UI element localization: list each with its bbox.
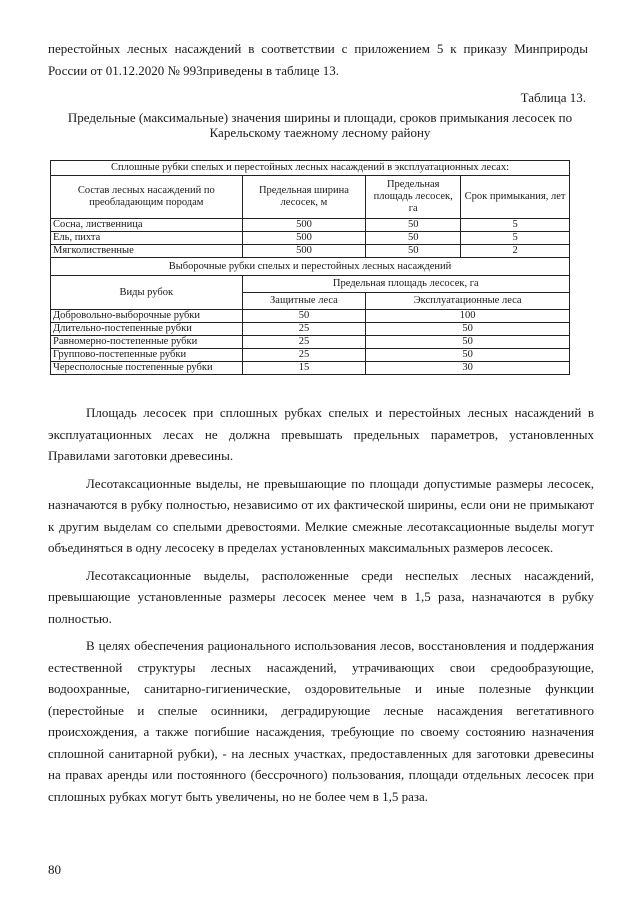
table-row bbox=[51, 323, 570, 336]
exploitation-cell: 30 bbox=[366, 362, 570, 375]
clear-cut-header-row bbox=[51, 176, 570, 219]
cut-type-cell: Равномерно-постепенные рубки bbox=[51, 336, 243, 349]
table-row bbox=[51, 310, 570, 323]
header-width: Предельная ширина лесосек, м bbox=[242, 176, 366, 219]
clear-cut-section-title: Сплошные рубки спелых и перестойных лесных насаждений в эксплуатационных лесах: bbox=[51, 161, 570, 176]
area-cell: 50 bbox=[366, 245, 461, 258]
width-cell: 500 bbox=[242, 219, 366, 232]
term-cell: 2 bbox=[461, 245, 570, 258]
paragraph: Площадь лесосек при сплошных рубках спелых и перестойных лесных насаждений в эксплуатационных лесах не должна превышать предельных параметров, установленных Правилами заготовки древесины. bbox=[48, 405, 594, 463]
cut-type-cell: Группово-постепенные рубки bbox=[51, 349, 243, 362]
paragraph: В целях обеспечения рационального использования лесов, восстановления и поддержания естественной структуры лесных насаждений, утрачивающих свои средообразующие, водоохранные, санитарно-гигиенические, оздоровительные и иные полезные функции (перестойные и спелые осинники, деградирующие лесные насаждения вегетативного происхождения, а также погибшие насаждения, требующие по своему состоянию назначения сплошной санитарной рубки), - на лесных участках, предоставленных для заготовки древесины на правах аренды или постоянного (бессрочного) пользования, площади отдельных лесосек при сплошных рубках могут быть увеличены, но не более чем в 1,5 раза. bbox=[48, 638, 594, 804]
exploitation-cell: 100 bbox=[366, 310, 570, 323]
exploitation-cell: 50 bbox=[366, 349, 570, 362]
protective-cell: 25 bbox=[242, 323, 366, 336]
protective-cell: 15 bbox=[242, 362, 366, 375]
protective-cell: 50 bbox=[242, 310, 366, 323]
clear-cut-section-row bbox=[51, 161, 570, 176]
term-cell: 5 bbox=[461, 219, 570, 232]
limits-table bbox=[50, 160, 570, 375]
species-cell: Ель, пихта bbox=[51, 232, 243, 245]
header-protective: Защитные леса bbox=[242, 293, 366, 310]
table-row bbox=[51, 362, 570, 375]
header-exploitation: Эксплуатационные леса bbox=[366, 293, 570, 310]
cut-type-cell: Длительно-постепенные рубки bbox=[51, 323, 243, 336]
table-number: Таблица 13. bbox=[520, 90, 586, 105]
header-area: Предельная площадь лесосек, га bbox=[366, 176, 461, 219]
paragraph: Лесотаксационные выделы, расположенные среди неспелых лесных насаждений, превышающие установленные размеры лесосек менее чем в 1,5 раза, назначаются в рубку полностью. bbox=[48, 567, 594, 626]
protective-cell: 25 bbox=[242, 349, 366, 362]
header-area-limit: Предельная площадь лесосек, га bbox=[242, 276, 569, 293]
table-row bbox=[51, 219, 570, 232]
header-term: Срок примыкания, лет bbox=[461, 176, 570, 219]
exploitation-cell: 50 bbox=[366, 323, 570, 336]
table-row bbox=[51, 349, 570, 362]
selective-header-row bbox=[51, 276, 570, 293]
width-cell: 500 bbox=[242, 232, 366, 245]
area-cell: 50 bbox=[366, 232, 461, 245]
table-row bbox=[51, 245, 570, 258]
species-cell: Сосна, лиственница bbox=[51, 219, 243, 232]
width-cell: 500 bbox=[242, 245, 366, 258]
intro-text: перестойных лесных насаждений в соответствии с приложением 5 к приказу Минприроды России от 01.12.2020 № 993приведены в таблице 13. bbox=[48, 41, 588, 78]
table-row bbox=[51, 232, 570, 245]
area-cell: 50 bbox=[366, 219, 461, 232]
term-cell: 5 bbox=[461, 232, 570, 245]
protective-cell: 25 bbox=[242, 336, 366, 349]
header-species: Состав лесных насаждений по преобладающим породам bbox=[51, 176, 243, 219]
selective-section-title: Выборочные рубки спелых и перестойных лесных насаждений bbox=[51, 258, 570, 276]
cut-type-cell: Чересполосные постепенные рубки bbox=[51, 362, 243, 375]
body-text bbox=[48, 402, 594, 813]
table-caption: Предельные (максимальные) значения ширины и площади, сроков примыкания лесосек по Карельскому таежному лесному району bbox=[67, 110, 573, 140]
cut-type-cell: Добровольно-выборочные рубки bbox=[51, 310, 243, 323]
page-number: 80 bbox=[48, 862, 61, 877]
header-cut-type: Виды рубок bbox=[51, 276, 243, 310]
species-cell: Мягколиственные bbox=[51, 245, 243, 258]
paragraph: Лесотаксационные выделы, не превышающие по площади допустимые размеры лесосек, назначаются в рубку полностью, независимо от их фактической ширины, если они не примыкают к другим выделам со спелыми древостоями. Мелкие смежные лесотаксационные выделы могут объединяться в одну лесосеку в пределах установленных максимальных размеров лесосек. bbox=[48, 475, 594, 555]
exploitation-cell: 50 bbox=[366, 336, 570, 349]
selective-section-row bbox=[51, 258, 570, 276]
table-row bbox=[51, 336, 570, 349]
